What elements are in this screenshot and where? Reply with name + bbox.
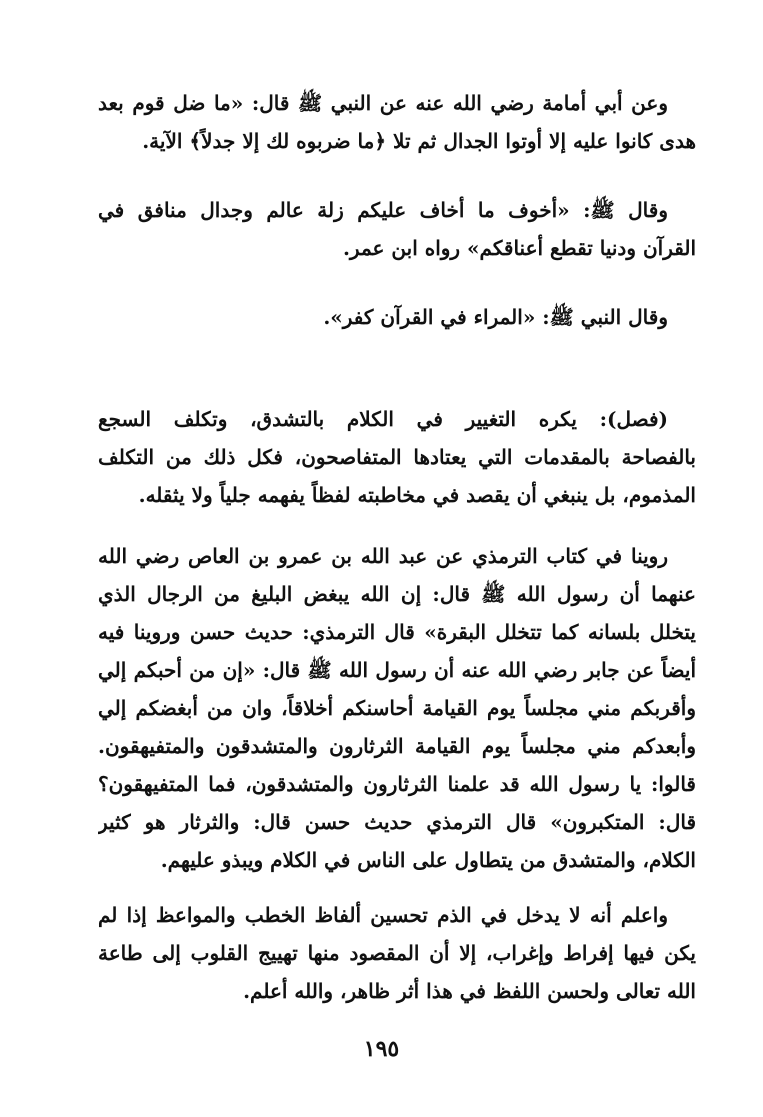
section-heading-fasl: (فصل): — [599, 407, 668, 431]
text-line: هدى كانوا عليه إلا أوتوا الجدال ثم تلا ﴿ما ضربوه لك إلا جدلاً﴾ الآية. — [142, 129, 696, 153]
text-line: بالفصاحة بالمقدمات التي يعتادها المتفاصحون، فكل ذلك من التكلف — [98, 445, 696, 469]
text-line: القرآن ودنيا تقطع أعناقكم» رواه ابن عمر. — [342, 236, 696, 260]
text-line: يتخلل بلسانه كما تتخلل البقرة» قال الترمذي: حديث حسن وروينا فيه — [98, 620, 696, 644]
paragraph-abu-umama-hadith — [98, 84, 696, 160]
text-line: يكن فيها إفراط وإغراب، إلا أن المقصود منها تهييج القلوب إلى طاعة — [98, 941, 696, 965]
text-line: قال: المتكبرون» قال الترمذي حديث حسن قال: والثرثار هو كثير — [98, 810, 696, 834]
text-line: قالوا: يا رسول الله قد علمنا الثرثارون والمتشدقون، فما المتفيهقون؟ — [98, 772, 696, 796]
text-line: روينا في كتاب الترمذي عن عبد الله بن عمرو بن العاص رضي الله — [98, 544, 668, 568]
text-line: وأقربكم مني مجلساً يوم القيامة أحاسنكم أخلاقاً، وان من أبغضكم إلي — [98, 696, 696, 720]
text-line: واعلم أنه لا يدخل في الذم تحسين ألفاظ الخطب والمواعظ إذا لم — [98, 903, 668, 927]
text-line: الكلام، والمتشدق من يتطاول على الناس في الكلام ويبذو عليهم. — [160, 848, 696, 872]
text-line: أيضاً عن جابر رضي الله عنه أن رسول الله ﷺ قال: «إن من أحبكم إلي — [98, 658, 696, 682]
page-number: ١٩٥ — [363, 1036, 400, 1062]
text-line: عنهما أن رسول الله ﷺ قال: إن الله يبغض البليغ من الرجال الذي — [98, 582, 696, 606]
text-line-rest: يكره التغيير في الكلام بالتشدق، وتكلف السجع — [98, 407, 600, 431]
paragraph-section-fasl — [98, 400, 696, 514]
paragraph-sermons-note — [98, 896, 696, 1010]
paragraph-scholar-slip-hadith — [98, 191, 696, 267]
text-line: وعن أبي أمامة رضي الله عنه عن النبي ﷺ قال: «ما ضل قوم بعد — [98, 91, 668, 115]
paragraph-tirmidhi-narrations — [98, 537, 696, 879]
text-line: وقال النبي ﷺ: «المراء في القرآن كفر». — [323, 305, 668, 329]
paragraph-dispute-quran-hadith — [98, 298, 696, 336]
text-line: المذموم، بل ينبغي أن يقصد في مخاطبته لفظاً يفهمه جلياً ولا يثقله. — [138, 483, 696, 507]
text-line — [98, 400, 696, 438]
text-line: وقال ﷺ: «أخوف ما أخاف عليكم زلة عالم وجدال منافق في — [98, 198, 668, 222]
text-line: وأبعدكم مني مجلساً يوم القيامة الثرثارون والمتشدقون والمتفيهقون. — [98, 734, 696, 758]
text-line: الله تعالى ولحسن اللفظ في هذا أثر ظاهر، والله أعلم. — [243, 979, 696, 1003]
